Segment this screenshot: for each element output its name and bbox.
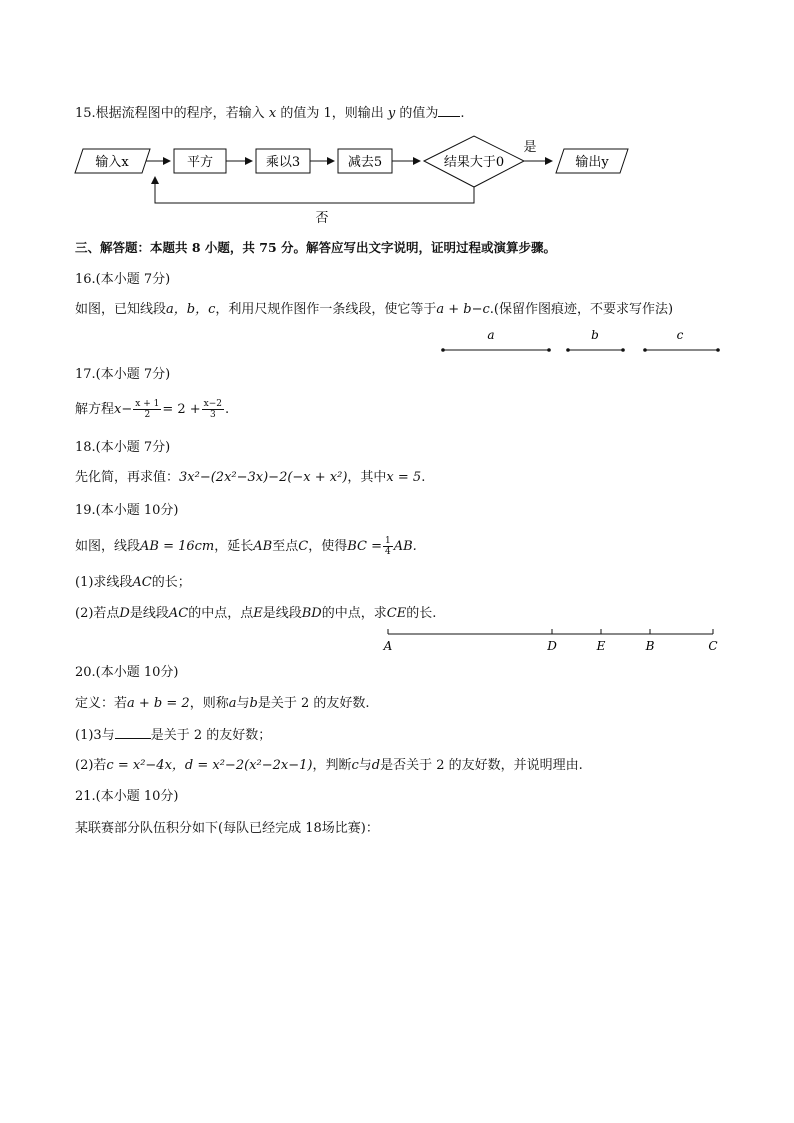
mul3-label: 乘以3 [265,155,301,170]
q17-equation: 解方程x− $\frac{x + 1}{2}$ = 2 + $\frac{x-2}{3}$ . [75,399,230,420]
q20-part2: (2)若c = x²−4x，d = x²−2(x²−2x−1)，判断c与d是否关于 2 的友好数，并说明理由. [75,758,583,773]
point-b-label: B [645,639,655,653]
q19-part1: (1)求线段AC的长； [75,575,191,590]
seg-b-label: b [591,328,599,342]
no-label: 否 [315,211,329,226]
point-c-label: C [708,639,718,653]
q15-text: 15.根据流程图中的程序，若输入 x 的值为 1，则输出 y 的值为 . [75,106,465,121]
var-y: y [387,106,396,121]
sub5-label: 减去5 [347,155,383,170]
q18-header: 18.(本小题 7分) [75,440,171,455]
point-e-label: E [596,639,606,653]
answer-blank[interactable] [115,726,151,739]
decision-label: 结果大于0 [443,155,505,170]
seg-c-label: c [676,328,684,342]
input-label: 输入x [95,155,129,170]
fraction-1: $\frac{x + 1}{2}$ [135,399,160,420]
q19-part2: (2)若点D是线段AC的中点，点E是线段BD的中点，求CE的长. [75,606,437,621]
q18-text: 先化简，再求值：3x²−(2x²−3x)−2(−x + x²)，其中x = 5. [75,470,426,485]
fraction-2: $\frac{x-2}{3}$ [203,399,223,420]
answer-blank[interactable] [438,104,460,117]
q20-header: 20.(本小题 10分) [75,665,179,680]
point-a-label: A [383,639,393,653]
seg-a-label: a [487,328,495,342]
q17-header: 17.(本小题 7分) [75,367,171,382]
yes-label: 是 [523,140,537,155]
square-label: 平方 [186,155,214,170]
q20-definition: 定义：若a + b = 2，则称a与b是关于 2 的友好数. [75,696,370,711]
var-x: x [268,106,277,121]
fraction-quarter: $\frac{1}{4}$ [385,536,391,557]
loop-back-line [155,177,474,203]
output-label: 输出y [575,155,609,170]
q16-text: 如图，已知线段a，b，c，利用尺规作图作一条线段，使它等于a + b−c.(保留作图痕迹，不要求写作法) [75,302,674,317]
point-d-label: D [547,639,557,653]
q21-header: 21.(本小题 10分) [75,789,179,804]
q19-header: 19.(本小题 10分) [75,503,179,518]
number-line-figure [0,626,794,656]
q20-part1: (1)3与 是关于 2 的友好数； [75,728,272,743]
flowchart [0,132,794,232]
q19-line1: 如图，线段AB = 16cm，延长AB至点C，使得BC = $\frac{1}{4}$ AB. [75,536,417,557]
section3-heading: 三、解答题：本题共 8 小题，共 75 分。解答应写出文字说明，证明过程或演算步骤。 [75,240,557,255]
segments-figure [0,322,794,362]
q16-header: 16.(本小题 7分) [75,272,171,287]
q21-text: 某联赛部分队伍积分如下(每队已经完成 18场比赛)： [75,821,379,836]
